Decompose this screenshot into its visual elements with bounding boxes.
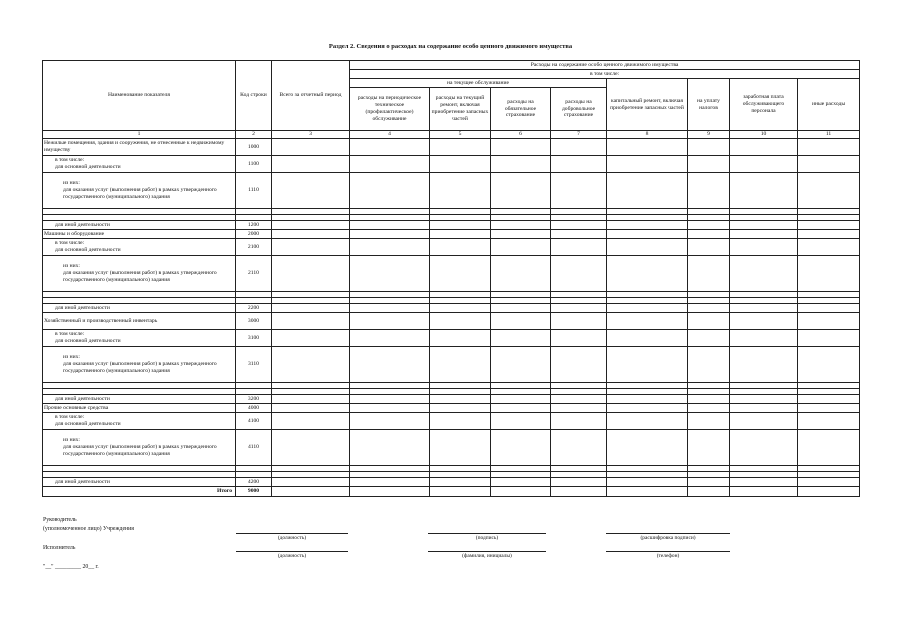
table-cell[interactable] bbox=[272, 313, 350, 330]
table-cell[interactable] bbox=[730, 313, 798, 330]
row-name: для иной деятельности bbox=[43, 478, 236, 487]
table-cell[interactable] bbox=[350, 239, 430, 256]
row-name: для иной деятельности bbox=[43, 304, 236, 313]
table-cell[interactable] bbox=[551, 230, 607, 239]
table-row bbox=[43, 330, 860, 347]
table-cell[interactable] bbox=[730, 330, 798, 347]
table-cell[interactable] bbox=[491, 173, 551, 209]
table-cell[interactable] bbox=[551, 156, 607, 173]
col-num: 11 bbox=[798, 131, 860, 139]
col-num: 10 bbox=[730, 131, 798, 139]
row-name: Нежилые помещения, здания и сооружения, не отнесенные к недвижимому имуществу bbox=[43, 139, 236, 156]
table-row bbox=[43, 239, 860, 256]
total-row bbox=[43, 487, 860, 497]
col-num: 5 bbox=[430, 131, 491, 139]
table-cell[interactable] bbox=[350, 487, 430, 497]
table-cell[interactable] bbox=[798, 347, 860, 383]
header-col-9: на уплату налогов bbox=[688, 79, 730, 131]
table-cell[interactable] bbox=[350, 230, 430, 239]
table-row bbox=[43, 139, 860, 156]
table-cell[interactable] bbox=[350, 395, 430, 404]
table-cell[interactable] bbox=[272, 487, 350, 497]
table-cell[interactable] bbox=[350, 221, 430, 230]
table-cell[interactable] bbox=[607, 230, 688, 239]
table-cell[interactable] bbox=[272, 413, 350, 430]
table-cell[interactable] bbox=[272, 330, 350, 347]
table-row bbox=[43, 221, 860, 230]
table-cell[interactable] bbox=[551, 239, 607, 256]
row-name: из них: для оказания услуг (выполнения работ) в рамках утвержденного государственного (муниципального) задания bbox=[43, 347, 236, 383]
table-cell[interactable] bbox=[430, 404, 491, 413]
table-cell[interactable] bbox=[798, 230, 860, 239]
table-cell[interactable] bbox=[730, 430, 798, 466]
col-num: 9 bbox=[688, 131, 730, 139]
table-row bbox=[43, 347, 860, 383]
table-cell[interactable] bbox=[607, 478, 688, 487]
table-cell[interactable] bbox=[430, 347, 491, 383]
table-cell[interactable] bbox=[272, 478, 350, 487]
table-cell[interactable] bbox=[272, 404, 350, 413]
table-cell[interactable] bbox=[551, 221, 607, 230]
header-code: Код строки bbox=[236, 61, 272, 131]
row-code: 4100 bbox=[236, 413, 272, 430]
table-cell[interactable] bbox=[688, 156, 730, 173]
col-num: 1 bbox=[43, 131, 236, 139]
table-row bbox=[43, 304, 860, 313]
table-cell[interactable] bbox=[798, 239, 860, 256]
table-cell[interactable] bbox=[272, 230, 350, 239]
table-cell[interactable] bbox=[491, 395, 551, 404]
table-row bbox=[43, 413, 860, 430]
table-cell[interactable] bbox=[491, 404, 551, 413]
header-incl: в том числе: bbox=[350, 70, 860, 79]
header-col-7: расходы на добровольное страхование bbox=[551, 88, 607, 131]
table-cell[interactable] bbox=[730, 221, 798, 230]
table-cell[interactable] bbox=[491, 156, 551, 173]
col-num: 7 bbox=[551, 131, 607, 139]
row-code: 1000 bbox=[236, 139, 272, 156]
table-cell[interactable] bbox=[730, 347, 798, 383]
header-total: Всего за отчетный период bbox=[272, 61, 350, 131]
position-line[interactable] bbox=[236, 533, 348, 534]
header-col-5: расходы на текущий ремонт, включая приобретение запасных частей bbox=[430, 88, 491, 131]
row-code: 4110 bbox=[236, 430, 272, 466]
total-label: Итого bbox=[43, 487, 236, 497]
row-code: 1100 bbox=[236, 156, 272, 173]
table-cell[interactable] bbox=[798, 478, 860, 487]
table-cell[interactable] bbox=[551, 304, 607, 313]
table-cell[interactable] bbox=[350, 413, 430, 430]
table-cell[interactable] bbox=[491, 139, 551, 156]
table-cell[interactable] bbox=[798, 413, 860, 430]
table-cell[interactable] bbox=[730, 173, 798, 209]
table-cell[interactable] bbox=[607, 173, 688, 209]
table-cell[interactable] bbox=[551, 478, 607, 487]
table-cell[interactable] bbox=[688, 430, 730, 466]
table-cell[interactable] bbox=[491, 430, 551, 466]
table-cell[interactable] bbox=[551, 347, 607, 383]
table-cell[interactable] bbox=[607, 430, 688, 466]
date-field[interactable]: "__" _________ 20__ г. bbox=[43, 564, 99, 570]
header-col-11: иные расходы bbox=[798, 79, 860, 131]
table-row bbox=[43, 313, 860, 330]
table-cell[interactable] bbox=[491, 256, 551, 292]
table-cell[interactable] bbox=[350, 304, 430, 313]
table-cell[interactable] bbox=[798, 156, 860, 173]
table-cell[interactable] bbox=[430, 487, 491, 497]
table-cell[interactable] bbox=[491, 239, 551, 256]
row-code: 4000 bbox=[236, 404, 272, 413]
table-cell[interactable] bbox=[350, 156, 430, 173]
table-cell[interactable] bbox=[798, 139, 860, 156]
decode-line[interactable] bbox=[606, 533, 730, 534]
table-cell[interactable] bbox=[798, 395, 860, 404]
row-name: Машины и оборудование bbox=[43, 230, 236, 239]
table-cell[interactable] bbox=[730, 487, 798, 497]
table-row bbox=[43, 156, 860, 173]
table-cell[interactable] bbox=[551, 330, 607, 347]
table-cell[interactable] bbox=[798, 173, 860, 209]
table-cell[interactable] bbox=[798, 304, 860, 313]
table-cell[interactable] bbox=[430, 413, 491, 430]
row-name: в том числе: для основной деятельности bbox=[43, 413, 236, 430]
table-cell[interactable] bbox=[350, 173, 430, 209]
table-cell[interactable] bbox=[272, 347, 350, 383]
table-cell[interactable] bbox=[730, 304, 798, 313]
table-cell[interactable] bbox=[607, 404, 688, 413]
header-col-4: расходы на периодическое техническое (профилактическое) обслуживание bbox=[350, 88, 430, 131]
signature-line[interactable] bbox=[428, 533, 546, 534]
table-cell[interactable] bbox=[491, 304, 551, 313]
table-cell[interactable] bbox=[688, 139, 730, 156]
table-cell[interactable] bbox=[730, 413, 798, 430]
row-code: 2000 bbox=[236, 230, 272, 239]
table-cell[interactable] bbox=[798, 313, 860, 330]
col-num: 2 bbox=[236, 131, 272, 139]
table-cell[interactable] bbox=[272, 173, 350, 209]
position2-line[interactable] bbox=[236, 551, 348, 552]
table-cell[interactable] bbox=[430, 173, 491, 209]
table-cell[interactable] bbox=[798, 404, 860, 413]
table-cell[interactable] bbox=[551, 413, 607, 430]
table-cell[interactable] bbox=[730, 478, 798, 487]
row-name: в том числе: для основной деятельности bbox=[43, 239, 236, 256]
table-cell[interactable] bbox=[350, 404, 430, 413]
caption-fio: (фамилия, инициалы) bbox=[462, 553, 512, 559]
table-cell[interactable] bbox=[730, 139, 798, 156]
section-title: Раздел 2. Сведения о расходах на содержание особо ценного движимого имущества bbox=[328, 43, 573, 50]
table-cell[interactable] bbox=[607, 330, 688, 347]
table-cell[interactable] bbox=[430, 430, 491, 466]
header-expenses-group: Расходы на содержание особо ценного движимого имущества bbox=[350, 61, 860, 70]
table-cell[interactable] bbox=[607, 413, 688, 430]
table-cell[interactable] bbox=[688, 404, 730, 413]
table-cell[interactable] bbox=[607, 139, 688, 156]
table-cell[interactable] bbox=[350, 430, 430, 466]
table-cell[interactable] bbox=[798, 330, 860, 347]
table-cell[interactable] bbox=[607, 487, 688, 497]
row-name: для иной деятельности bbox=[43, 221, 236, 230]
table-cell[interactable] bbox=[730, 239, 798, 256]
table-row bbox=[43, 230, 860, 239]
header-col-8: капитальный ремонт, включая приобретение запасных частей bbox=[607, 79, 688, 131]
row-code: 3200 bbox=[236, 395, 272, 404]
table-cell[interactable] bbox=[491, 478, 551, 487]
row-code: 3000 bbox=[236, 313, 272, 330]
table-cell[interactable] bbox=[730, 230, 798, 239]
table-cell[interactable] bbox=[272, 395, 350, 404]
table-cell[interactable] bbox=[430, 256, 491, 292]
table-cell[interactable] bbox=[272, 256, 350, 292]
table-row bbox=[43, 404, 860, 413]
caption-phone: (телефон) bbox=[656, 553, 680, 559]
row-name: из них: для оказания услуг (выполнения работ) в рамках утвержденного государственного (муниципального) задания bbox=[43, 256, 236, 292]
table-cell[interactable] bbox=[350, 330, 430, 347]
table-cell[interactable] bbox=[688, 304, 730, 313]
table-cell[interactable] bbox=[551, 430, 607, 466]
table-cell[interactable] bbox=[688, 239, 730, 256]
row-code: 4200 bbox=[236, 478, 272, 487]
table-cell[interactable] bbox=[798, 256, 860, 292]
row-name: в том числе: для основной деятельности bbox=[43, 330, 236, 347]
table-cell[interactable] bbox=[607, 313, 688, 330]
total-code: 9000 bbox=[236, 487, 272, 497]
table-cell[interactable] bbox=[798, 430, 860, 466]
table-cell[interactable] bbox=[607, 239, 688, 256]
column-numbers-row bbox=[43, 131, 860, 139]
row-code: 1110 bbox=[236, 173, 272, 209]
col-num: 4 bbox=[350, 131, 430, 139]
row-code: 2200 bbox=[236, 304, 272, 313]
table-row bbox=[43, 256, 860, 292]
col-num: 6 bbox=[491, 131, 551, 139]
table-cell[interactable] bbox=[551, 487, 607, 497]
table-cell[interactable] bbox=[430, 478, 491, 487]
table-cell[interactable] bbox=[491, 330, 551, 347]
table-row bbox=[43, 173, 860, 209]
table-cell[interactable] bbox=[551, 256, 607, 292]
caption-decode: (расшифровка подписи) bbox=[640, 535, 696, 541]
row-name: Хозяйственный и производственный инвентарь bbox=[43, 313, 236, 330]
row-name: Прочие основные средства bbox=[43, 404, 236, 413]
table-cell[interactable] bbox=[730, 256, 798, 292]
table-cell[interactable] bbox=[491, 413, 551, 430]
table-cell[interactable] bbox=[607, 221, 688, 230]
table-cell[interactable] bbox=[607, 347, 688, 383]
header-col-10: заработная плата обслуживающего персонала bbox=[730, 79, 798, 131]
head-label: Руководитель bbox=[43, 517, 77, 523]
table-cell[interactable] bbox=[551, 173, 607, 209]
table-cell[interactable] bbox=[491, 313, 551, 330]
table-cell[interactable] bbox=[491, 230, 551, 239]
table-cell[interactable] bbox=[551, 404, 607, 413]
table-cell[interactable] bbox=[688, 313, 730, 330]
table-cell[interactable] bbox=[551, 139, 607, 156]
table-cell[interactable] bbox=[430, 230, 491, 239]
table-cell[interactable] bbox=[272, 221, 350, 230]
table-cell[interactable] bbox=[551, 395, 607, 404]
table-row bbox=[43, 430, 860, 466]
row-code: 3100 bbox=[236, 330, 272, 347]
table-cell[interactable] bbox=[607, 256, 688, 292]
table-cell[interactable] bbox=[491, 487, 551, 497]
table-cell[interactable] bbox=[798, 487, 860, 497]
table-cell[interactable] bbox=[688, 330, 730, 347]
table-cell[interactable] bbox=[607, 304, 688, 313]
table-cell[interactable] bbox=[350, 313, 430, 330]
table-cell[interactable] bbox=[350, 256, 430, 292]
table-cell[interactable] bbox=[688, 478, 730, 487]
table-cell[interactable] bbox=[798, 221, 860, 230]
row-code: 2110 bbox=[236, 256, 272, 292]
table-cell[interactable] bbox=[730, 395, 798, 404]
phone-line[interactable] bbox=[606, 551, 730, 552]
table-cell[interactable] bbox=[688, 221, 730, 230]
table-cell[interactable] bbox=[688, 173, 730, 209]
table-cell[interactable] bbox=[430, 330, 491, 347]
table-cell[interactable] bbox=[551, 313, 607, 330]
table-cell[interactable] bbox=[730, 156, 798, 173]
table-cell[interactable] bbox=[688, 347, 730, 383]
row-name: из них: для оказания услуг (выполнения работ) в рамках утвержденного государственного (муниципального) задания bbox=[43, 430, 236, 466]
expenses-table bbox=[42, 60, 860, 497]
header-col-6: расходы на обязательное страхование bbox=[491, 88, 551, 131]
table-cell[interactable] bbox=[491, 221, 551, 230]
table-row bbox=[43, 478, 860, 487]
caption-position: (должность) bbox=[277, 535, 307, 541]
table-row bbox=[43, 395, 860, 404]
table-cell[interactable] bbox=[688, 395, 730, 404]
table-cell[interactable] bbox=[272, 156, 350, 173]
table-cell[interactable] bbox=[688, 230, 730, 239]
table-cell[interactable] bbox=[730, 404, 798, 413]
row-name: для иной деятельности bbox=[43, 395, 236, 404]
table-cell[interactable] bbox=[430, 313, 491, 330]
table-cell[interactable] bbox=[350, 139, 430, 156]
table-cell[interactable] bbox=[272, 239, 350, 256]
header-name: Наименование показателя bbox=[43, 61, 236, 131]
table-cell[interactable] bbox=[430, 304, 491, 313]
row-code: 3110 bbox=[236, 347, 272, 383]
table-cell[interactable] bbox=[688, 256, 730, 292]
table-cell[interactable] bbox=[350, 347, 430, 383]
table-cell[interactable] bbox=[607, 395, 688, 404]
head-label-2: (уполномоченное лицо) Учреждения bbox=[43, 526, 134, 532]
row-name: в том числе: для основной деятельности bbox=[43, 156, 236, 173]
table-cell[interactable] bbox=[688, 413, 730, 430]
table-cell[interactable] bbox=[350, 478, 430, 487]
table-cell[interactable] bbox=[430, 156, 491, 173]
table-cell[interactable] bbox=[491, 347, 551, 383]
col-num: 8 bbox=[607, 131, 688, 139]
table-cell[interactable] bbox=[607, 156, 688, 173]
row-name: из них: для оказания услуг (выполнения работ) в рамках утвержденного государственного (муниципального) задания bbox=[43, 173, 236, 209]
row-code: 2100 bbox=[236, 239, 272, 256]
table-cell[interactable] bbox=[688, 487, 730, 497]
row-code: 1200 bbox=[236, 221, 272, 230]
caption-position2: (должность) bbox=[277, 553, 307, 559]
table-cell[interactable] bbox=[430, 239, 491, 256]
fio-line[interactable] bbox=[428, 551, 546, 552]
table-cell[interactable] bbox=[272, 139, 350, 156]
col-num: 3 bbox=[272, 131, 350, 139]
table-cell[interactable] bbox=[430, 395, 491, 404]
table-cell[interactable] bbox=[430, 139, 491, 156]
table-cell[interactable] bbox=[272, 430, 350, 466]
executor-label: Исполнитель bbox=[43, 545, 76, 551]
caption-signature: (подпись) bbox=[475, 535, 499, 541]
table-cell[interactable] bbox=[430, 221, 491, 230]
table-cell[interactable] bbox=[272, 304, 350, 313]
header-current-service: на текущее обслуживание bbox=[350, 79, 607, 88]
